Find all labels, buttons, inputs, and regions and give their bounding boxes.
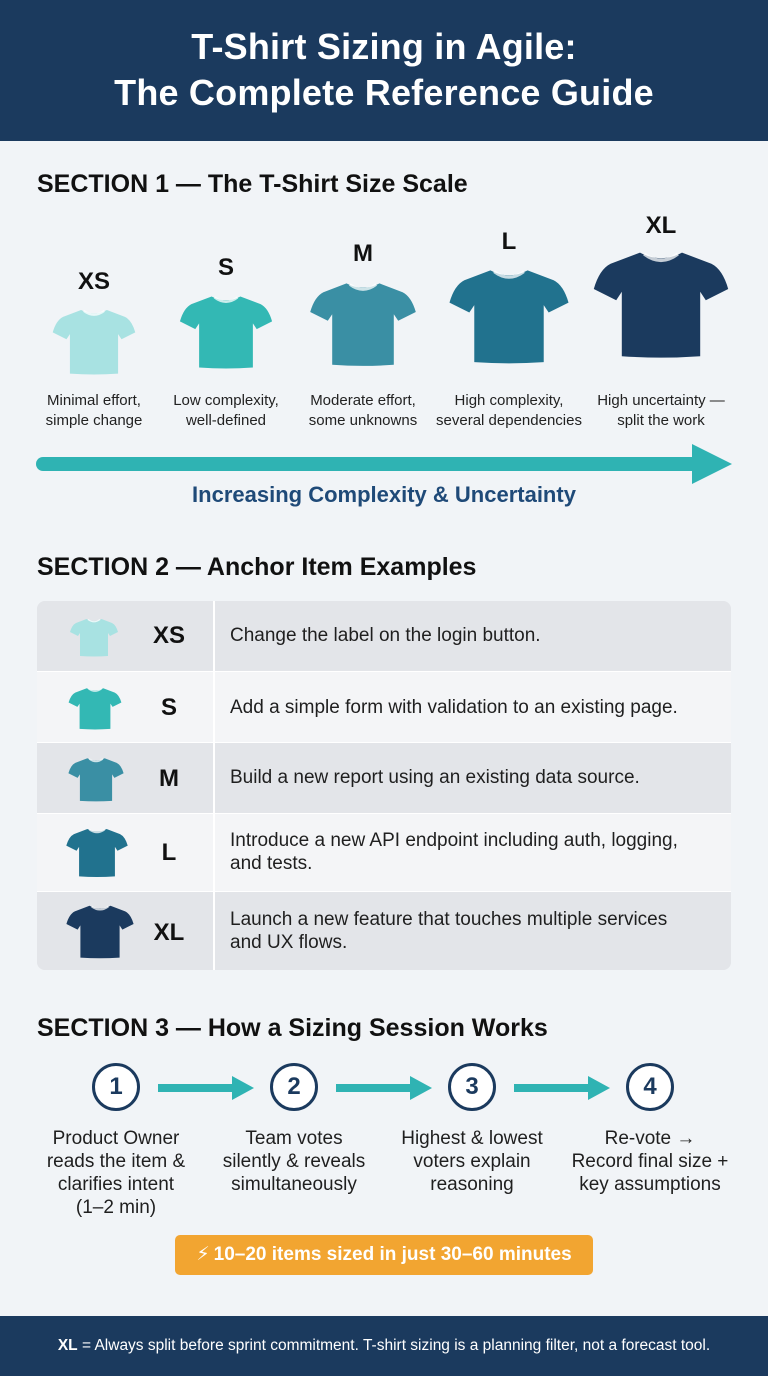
tshirt-xs-icon	[65, 617, 123, 657]
size-desc-xs-line1: Minimal effort,	[47, 392, 141, 409]
size-column-xl	[586, 212, 736, 440]
size-label-l: L	[501, 228, 517, 255]
tshirt-s-icon	[65, 686, 125, 730]
footer-note-bold: XL	[57, 1337, 78, 1354]
row-desc-xl-line2: and UX flows.	[230, 932, 348, 953]
size-column-l	[434, 228, 584, 440]
table-row-s	[37, 672, 731, 742]
step-arrow-icon	[158, 1076, 254, 1100]
row-desc-l-line1: Introduce a new API endpoint including auth, logging,	[230, 830, 678, 851]
column-divider	[213, 743, 215, 813]
row-size-m: M	[159, 765, 179, 792]
step-1-line: clarifies intent	[57, 1174, 175, 1195]
step-2-line: simultaneously	[231, 1174, 357, 1195]
step-4-text	[565, 1127, 735, 1196]
row-desc-xl-line1: Launch a new feature that touches multiple services	[230, 909, 668, 930]
table-row-m	[37, 743, 731, 813]
complexity-arrow	[36, 444, 732, 484]
column-divider	[213, 601, 215, 671]
size-column-xs	[34, 250, 154, 440]
step-2-line: silently & reveals	[222, 1151, 366, 1172]
step-4-line: key assumptions	[579, 1174, 721, 1195]
step-4-line: Record final size +	[571, 1151, 729, 1172]
row-desc-xs: Change the label on the login button.	[230, 625, 541, 646]
step-1-text	[31, 1127, 201, 1219]
timing-badge-text: 10–20 items sized in just 30–60 minutes	[213, 1244, 572, 1265]
size-desc-s-line2: well-defined	[185, 412, 267, 429]
size-desc-s	[166, 391, 286, 431]
row-desc-xl	[230, 908, 710, 954]
step-3-line: Highest & lowest	[401, 1128, 543, 1149]
row-size-xs: XS	[152, 622, 185, 649]
column-divider	[213, 672, 215, 742]
tshirt-m-icon	[65, 756, 127, 802]
row-size-l: L	[161, 839, 177, 866]
step-3-line: voters explain	[413, 1151, 531, 1172]
table-row-xs	[37, 601, 731, 671]
page-title-line2: The Complete Reference Guide	[114, 72, 654, 113]
step-3-line: reasoning	[430, 1174, 514, 1195]
step-1-number: 1	[92, 1063, 140, 1111]
tshirt-l-icon	[65, 826, 129, 878]
row-size-s: S	[160, 694, 177, 721]
timing-badge	[175, 1235, 593, 1275]
section1-title: SECTION 1 — The T-Shirt Size Scale	[37, 170, 468, 198]
step-2-line: Team votes	[245, 1128, 343, 1149]
size-column-m	[303, 240, 423, 440]
size-desc-m	[303, 391, 423, 431]
size-label-xl: XL	[645, 212, 677, 239]
footer-banner	[0, 1316, 768, 1376]
header-banner	[0, 0, 768, 141]
footer-note	[0, 1337, 768, 1355]
row-desc-l	[230, 829, 710, 875]
size-desc-l	[434, 391, 584, 431]
size-desc-s-line1: Low complexity,	[173, 392, 279, 409]
tshirt-xs-icon	[51, 306, 137, 376]
size-desc-xl	[586, 391, 736, 431]
size-label-m: M	[353, 240, 373, 267]
section3-title: SECTION 3 — How a Sizing Session Works	[37, 1014, 548, 1042]
size-desc-l-line2: several dependencies	[436, 412, 582, 429]
tshirt-l-icon	[447, 264, 571, 366]
step-4-line: Re-vote →	[604, 1128, 696, 1149]
row-desc-m: Build a new report using an existing data source.	[230, 767, 640, 788]
page-title-line1: T-Shirt Sizing in Agile:	[191, 26, 577, 67]
column-divider	[213, 892, 215, 970]
section2-title: SECTION 2 — Anchor Item Examples	[37, 553, 477, 581]
row-desc-s: Add a simple form with validation to an existing page.	[230, 697, 678, 718]
size-label-xs: XS	[77, 268, 110, 295]
step-3-number: 3	[448, 1063, 496, 1111]
tshirt-xl-icon	[591, 246, 731, 360]
table-row-xl	[37, 892, 731, 970]
table-row-l	[37, 814, 731, 891]
step-3-text	[387, 1127, 557, 1196]
size-desc-m-line1: Moderate effort,	[310, 392, 416, 409]
step-2-number: 2	[270, 1063, 318, 1111]
step-1-line: reads the item &	[46, 1151, 186, 1172]
size-desc-xl-line2: split the work	[617, 412, 705, 429]
size-desc-xl-line1: High uncertainty —	[597, 392, 725, 409]
step-2-text	[209, 1127, 379, 1196]
size-desc-xs	[34, 391, 154, 431]
step-1-line: Product Owner	[52, 1128, 180, 1149]
footer-note-text: = Always split before sprint commitment. T-shirt sizing is a planning filter, not a forecast tool.	[77, 1337, 711, 1354]
lightning-icon: ⚡	[196, 1244, 210, 1265]
step-arrow-icon	[514, 1076, 610, 1100]
step-4-number: 4	[626, 1063, 674, 1111]
column-divider	[213, 814, 215, 891]
step-1-line: (1–2 min)	[75, 1197, 157, 1218]
size-label-s: S	[217, 254, 234, 281]
size-column-s	[166, 250, 286, 440]
anchor-examples-table	[37, 601, 731, 970]
row-size-xl: XL	[153, 919, 185, 946]
tshirt-m-icon	[308, 278, 418, 368]
tshirt-s-icon	[178, 292, 274, 370]
scale-caption: Increasing Complexity & Uncertainty	[192, 482, 576, 507]
row-desc-l-line2: and tests.	[230, 853, 313, 874]
step-arrow-icon	[336, 1076, 432, 1100]
size-desc-xs-line2: simple change	[45, 412, 143, 429]
size-desc-m-line2: some unknowns	[308, 412, 418, 429]
size-desc-l-line1: High complexity,	[454, 392, 564, 409]
tshirt-xl-icon	[65, 902, 135, 960]
